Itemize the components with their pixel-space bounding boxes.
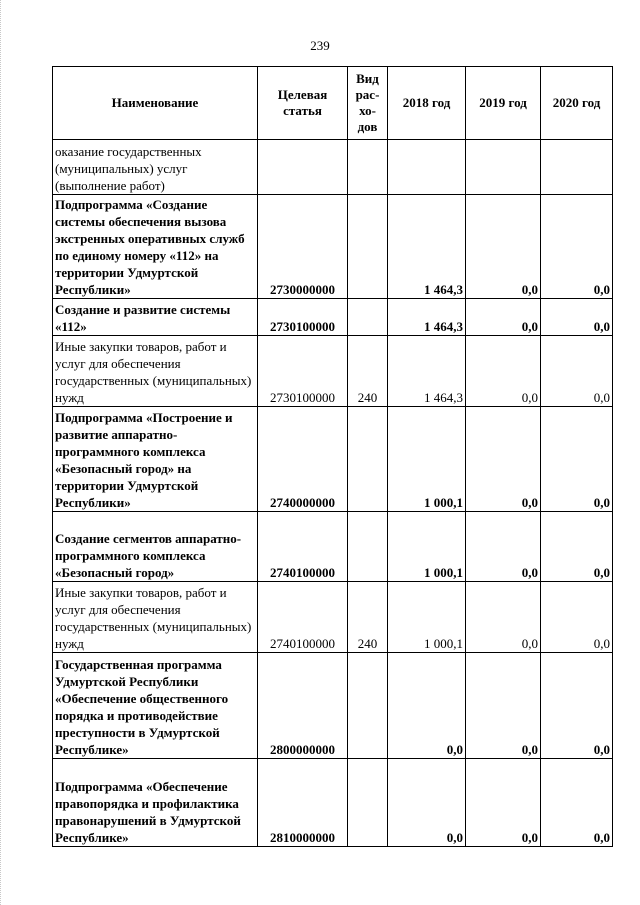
row-code: 2740100000 (258, 512, 348, 582)
row-2019: 0,0 (466, 299, 541, 336)
header-2019: 2019 год (466, 67, 541, 140)
row-2018: 1 000,1 (388, 407, 466, 512)
row-2020: 0,0 (541, 407, 613, 512)
row-2018: 1 000,1 (388, 512, 466, 582)
header-2018: 2018 год (388, 67, 466, 140)
row-name: Подпрограмма «Построение и развитие аппаратно-программного комплекса «Безопасный город» на территории Удмуртской Республики» (53, 407, 258, 512)
row-vid (348, 299, 388, 336)
header-vid: Вид рас- хо- дов (348, 67, 388, 140)
row-name: Подпрограмма «Обеспечение правопорядка и профилактика правонарушений в Удмуртской Республике» (53, 759, 258, 847)
table-row (53, 336, 613, 407)
row-name: оказание государственных (муниципальных) услуг (выполнение работ) (53, 140, 258, 195)
page-edge-line (0, 0, 2, 905)
row-name: Создание сегментов аппаратно-программного комплекса «Безопасный город» (53, 512, 258, 582)
row-2019: 0,0 (466, 582, 541, 653)
row-2020: 0,0 (541, 512, 613, 582)
row-2020: 0,0 (541, 582, 613, 653)
row-2020: 0,0 (541, 653, 613, 759)
row-2018 (388, 140, 466, 195)
row-vid (348, 195, 388, 299)
row-2020: 0,0 (541, 336, 613, 407)
row-code: 2730100000 (258, 299, 348, 336)
row-name: Создание и развитие системы «112» (53, 299, 258, 336)
row-2019: 0,0 (466, 653, 541, 759)
row-name: Государственная программа Удмуртской Республики «Обеспечение общественного порядка и противодействие преступности в Удмуртской Республике» (53, 653, 258, 759)
row-2020: 0,0 (541, 299, 613, 336)
row-2019: 0,0 (466, 759, 541, 847)
table-row (53, 299, 613, 336)
table-row (53, 195, 613, 299)
row-code: 2730100000 (258, 336, 348, 407)
row-name: Иные закупки товаров, работ и услуг для обеспечения государственных (муниципальных) нужд (53, 336, 258, 407)
budget-table (52, 66, 613, 847)
row-name: Подпрограмма «Создание системы обеспечения вызова экстренных оперативных служб по единому номеру «112» на территории Удмуртской Республики» (53, 195, 258, 299)
row-code: 2730000000 (258, 195, 348, 299)
row-2019: 0,0 (466, 407, 541, 512)
row-2019: 0,0 (466, 336, 541, 407)
row-2018: 1 464,3 (388, 299, 466, 336)
row-vid (348, 512, 388, 582)
row-vid (348, 407, 388, 512)
table-row (53, 653, 613, 759)
row-2018: 0,0 (388, 759, 466, 847)
row-code: 2800000000 (258, 653, 348, 759)
table-row (53, 140, 613, 195)
table-row (53, 759, 613, 847)
row-2019 (466, 140, 541, 195)
row-2020: 0,0 (541, 759, 613, 847)
row-name: Иные закупки товаров, работ и услуг для обеспечения государственных (муниципальных) нужд (53, 582, 258, 653)
row-vid: 240 (348, 582, 388, 653)
row-vid (348, 653, 388, 759)
row-2018: 1 000,1 (388, 582, 466, 653)
row-code: 2810000000 (258, 759, 348, 847)
row-vid (348, 759, 388, 847)
table-header-row (53, 67, 613, 140)
row-2019: 0,0 (466, 195, 541, 299)
row-code (258, 140, 348, 195)
header-name: Наименование (53, 67, 258, 140)
table-row (53, 582, 613, 653)
row-2020 (541, 140, 613, 195)
header-2020: 2020 год (541, 67, 613, 140)
row-vid (348, 140, 388, 195)
row-vid: 240 (348, 336, 388, 407)
row-2018: 0,0 (388, 653, 466, 759)
row-2018: 1 464,3 (388, 195, 466, 299)
row-2020: 0,0 (541, 195, 613, 299)
row-2018: 1 464,3 (388, 336, 466, 407)
row-2019: 0,0 (466, 512, 541, 582)
row-code: 2740000000 (258, 407, 348, 512)
row-code: 2740100000 (258, 582, 348, 653)
table-row (53, 512, 613, 582)
page-number: 239 (310, 38, 330, 53)
header-code: Целевая статья (258, 67, 348, 140)
table-row (53, 407, 613, 512)
